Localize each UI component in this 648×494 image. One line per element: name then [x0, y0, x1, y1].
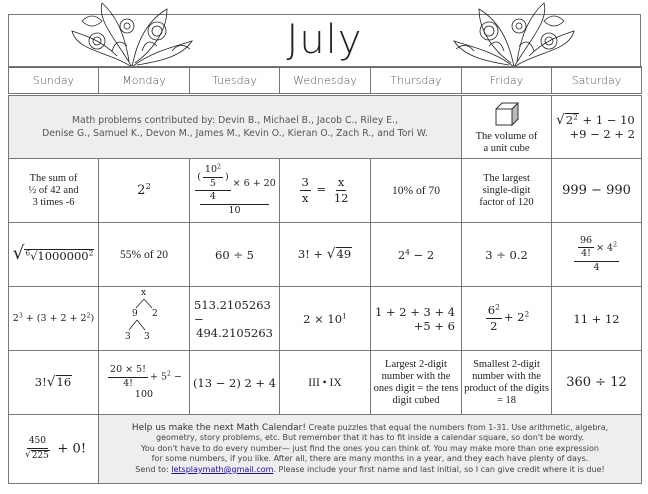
day-24: 3! √ 16 [9, 351, 99, 415]
day-16: $\frac{96}{4!}$ × $4^2$ 4 [552, 223, 642, 287]
day-18 [99, 287, 190, 351]
day-23: 11 + 12 [552, 287, 642, 351]
factor-tree: x 9 2 3 3 [125, 288, 158, 342]
day-6: $\frac{3}{x}$ = $\frac{x}{12}$ [280, 159, 371, 223]
calendar-grid [8, 66, 642, 484]
day-15: 3 ÷ 0.2 [462, 223, 552, 287]
day-5: ( $\frac{10^2}{5}$ ) 4 × 6 + 20 10 [190, 159, 280, 223]
day-3: The sum of ½ of 42 and 3 times -6 [9, 159, 99, 223]
credits-line-2: Denise G., Samuel K., Devon M., James M., Kevin O., Kieran O., Zach R., and Tori W. [42, 128, 428, 139]
day-27: III • IX [280, 351, 371, 415]
weekday-wednesday: Wednesday [280, 67, 371, 95]
day-28: Largest 2-digit number with the ones digit = the tens digit cubed [371, 351, 462, 415]
title-banner [8, 14, 641, 68]
week-row [9, 415, 642, 484]
week-row [9, 159, 642, 223]
weekday-monday: Monday [99, 67, 190, 95]
day-30: 360 ÷ 12 [552, 351, 642, 415]
day-12: 60 ÷ 5 [190, 223, 280, 287]
day-7: 10% of 70 [371, 159, 462, 223]
month-title: July [286, 17, 363, 63]
credits-line-1: Math problems contributed by: Devin B., Michael B., Jacob C., Riley E., [72, 115, 398, 126]
week-row [9, 223, 642, 287]
day-19: 513.2105263 − 494.2105263 [190, 287, 280, 351]
credits-cell [9, 95, 462, 159]
day-26: (13 − 2) 2 + 4 [190, 351, 280, 415]
day-10: √ $^6$√1000000$^2$ [9, 223, 99, 287]
week-row [9, 287, 642, 351]
weekday-saturday: Saturday [552, 67, 642, 95]
day-8: The largest single-digit factor of 120 [462, 159, 552, 223]
weekday-sunday: Sunday [9, 67, 99, 95]
day-21: 1 + 2 + 3 + 4 +5 + 6 [371, 287, 462, 351]
day-31: 450 √ 225 + 0! [9, 415, 99, 484]
calendar-page [8, 14, 641, 492]
week-row [9, 95, 642, 159]
weekday-friday: Friday [462, 67, 552, 95]
day-13: 3! + √ 49 [280, 223, 371, 287]
email-link[interactable]: letsplaymath@gmail.com [171, 464, 274, 474]
day-4: $2^2$ [99, 159, 190, 223]
day-9: 999 − 990 [552, 159, 642, 223]
cube-icon [462, 100, 551, 128]
week-row [9, 351, 642, 415]
weekday-header-row [9, 67, 642, 95]
weekday-tuesday: Tuesday [190, 67, 280, 95]
day-29: Smallest 2-digit number with the product of the digits = 18 [462, 351, 552, 415]
day-2: √ $2^2$ + 1 − 10 +9 − 2 + 2 [552, 95, 642, 159]
day-22: $\frac{6^2}{2}$ + $2^2$ [462, 287, 552, 351]
help-note: Help us make the next Math Calendar! Create puzzles that equal the numbers from 1-31. Use arithmetic, algebra, geometry, story problems, etc. But remember that it has to fit inside a calendar square, so don't be wordy. You don't have to do every number— just find the ones you can think of. You may make more than one expression for some numbers, if you like. After all, there are many months in a year, and they each have plenty of days. Send to: letsplaymath@gmail.com. Please include your first name and last initial, so I can give credit where it is due! [99, 415, 642, 484]
weekday-thursday: Thursday [371, 67, 462, 95]
day-14: $2^4 - 2$ [371, 223, 462, 287]
day-11: 55% of 20 [99, 223, 190, 287]
day-17: $2^3 + (3 + 2 + 2^2)$ [9, 287, 99, 351]
flower-ornament-icon [449, 1, 579, 67]
day-20: $2 \times 10^1$ [280, 287, 371, 351]
day-25: $\frac{20 \times 5!}{4!}$ + $5^2 - 100$ [99, 351, 190, 415]
day-1: The volume of a unit cube [462, 95, 552, 159]
